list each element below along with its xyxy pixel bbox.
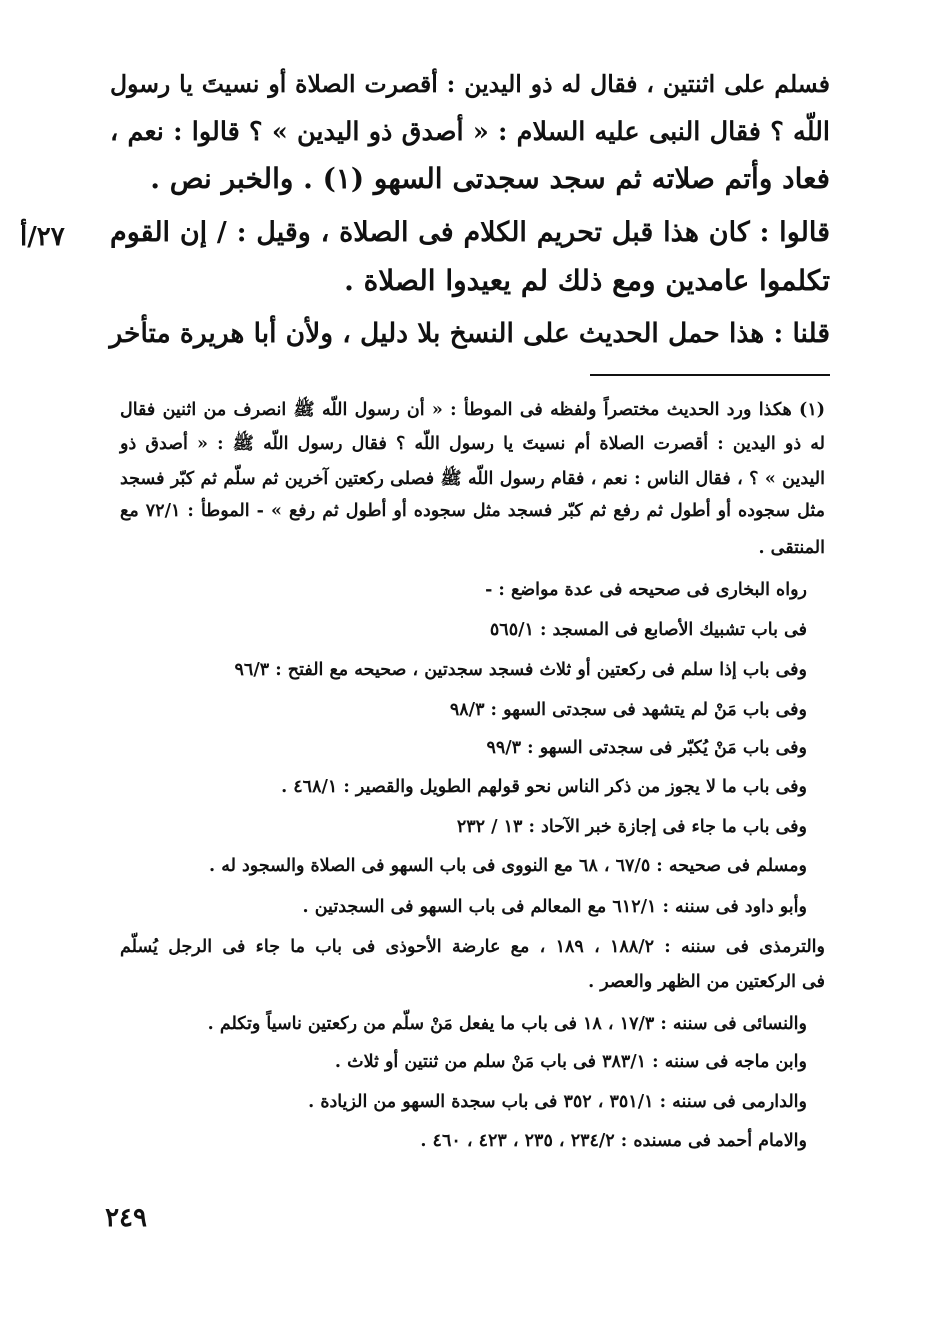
main-text-line: فعاد وأتم صلاته ثم سجد سجدتى السهو (١) . والخبر نص . <box>150 162 830 195</box>
source-line: وفى باب مَنْ لم يتشهد فى سجدتى السهو : ٩٨/٣ <box>449 700 807 720</box>
source-line: وفى باب مَنْ يُكبّر فى سجدتى السهو : ٩٩/٣ <box>486 738 807 758</box>
source-line: وأبو داود فى سننه : ٦١٢/١ مع المعالم فى باب السهو فى السجدتين . <box>302 897 807 917</box>
page-number: ٢٤٩ <box>105 1203 147 1233</box>
source-line: رواه البخارى فى صحيحه فى عدة مواضع : - <box>485 580 807 600</box>
margin-folio-reference: ٢٧/أ <box>20 222 65 252</box>
main-text-line: قلنا : هذا حمل الحديث على النسخ بلا دليل ، ولأن أبا هريرة متأخر <box>109 318 830 349</box>
source-line: وفى باب ما جاء فى إجازة خبر الآحاد : ١٣ / ٢٣٢ <box>456 817 807 837</box>
source-line: والدارمى فى سننه : ٣٥١/١ ، ٣٥٢ فى باب سجدة السهو من الزيادة . <box>308 1092 807 1112</box>
main-text-line: فسلم على اثنتين ، فقال له ذو اليدين : أقصرت الصلاة أو نسيتَ يا رسول <box>110 70 830 98</box>
source-line: ومسلم فى صحيحه : ٦٧/٥ ، ٦٨ مع النووى فى باب السهو فى الصلاة والسجود له . <box>209 856 807 876</box>
source-line: وفى باب ما لا يجوز من ذكر الناس نحو قولهم الطويل والقصير : ٤٦٨/١ . <box>281 777 807 797</box>
footnote-line: اليدين » ؟ ، فقال الناس : نعم ، فقام رسول اللّه ﷺ فصلى ركعتين آخرين ثم سلّم ثم كبّر فسجد <box>120 469 825 489</box>
footnote-line: مثل سجوده أو أطول ثم رفع ثم كبّر فسجد مثل سجوده أو أطول ثم رفع » - الموطأ : ٧٢/١ مع <box>120 501 825 521</box>
footnote-line: المنتقى . <box>758 538 825 558</box>
main-text-line: تكلموا عامدين ومع ذلك لم يعيدوا الصلاة . <box>344 264 830 297</box>
source-line: والنسائى فى سننه : ١٧/٣ ، ١٨ فى باب ما يفعل مَنْ سلّم من ركعتين ناسياً وتكلم . <box>207 1014 807 1034</box>
source-line: فى باب تشبيك الأصابع فى المسجد : ٥٦٥/١ <box>489 620 807 640</box>
source-line: والترمذى فى سننه : ١٨٨/٢ ، ١٨٩ ، مع عارضة الأحوذى فى باب ما جاء فى الرجل يُسلّم <box>120 937 825 957</box>
main-text-line: قالوا : كان هذا قبل تحريم الكلام فى الصلاة ، وقيل : / إن القوم <box>110 217 830 248</box>
footnote-line: (١) هكذا ورد الحديث مختصراً ولفظه فى الموطأ : « أن رسول اللّه ﷺ انصرف من اثنين فقال <box>120 400 825 420</box>
source-line: فى الركعتين من الظهر والعصر . <box>588 972 825 992</box>
source-line: والامام أحمد فى مسنده : ٢٣٤/٢ ، ٢٣٥ ، ٤٢٣ ، ٤٦٠ . <box>420 1131 807 1151</box>
footnote-line: له ذو اليدين : أقصرت الصلاة أم نسيتَ يا رسول اللّه ؟ فقال رسول اللّه ﷺ : « أصدق ذو <box>120 434 825 454</box>
source-line: وفى باب إذا سلم فى ركعتين أو ثلاث فسجد سجدتين ، صحيحه مع الفتح : ٩٦/٣ <box>234 660 807 680</box>
main-text-line: اللّه ؟ فقال النبى عليه السلام : « أصدق ذو اليدين » ؟ قالوا : نعم ، <box>110 117 830 147</box>
source-line: وابن ماجه فى سننه : ٣٨٣/١ فى باب مَنْ سلم من ثنتين أو ثلاث . <box>334 1052 807 1072</box>
footnote-separator <box>590 374 830 376</box>
